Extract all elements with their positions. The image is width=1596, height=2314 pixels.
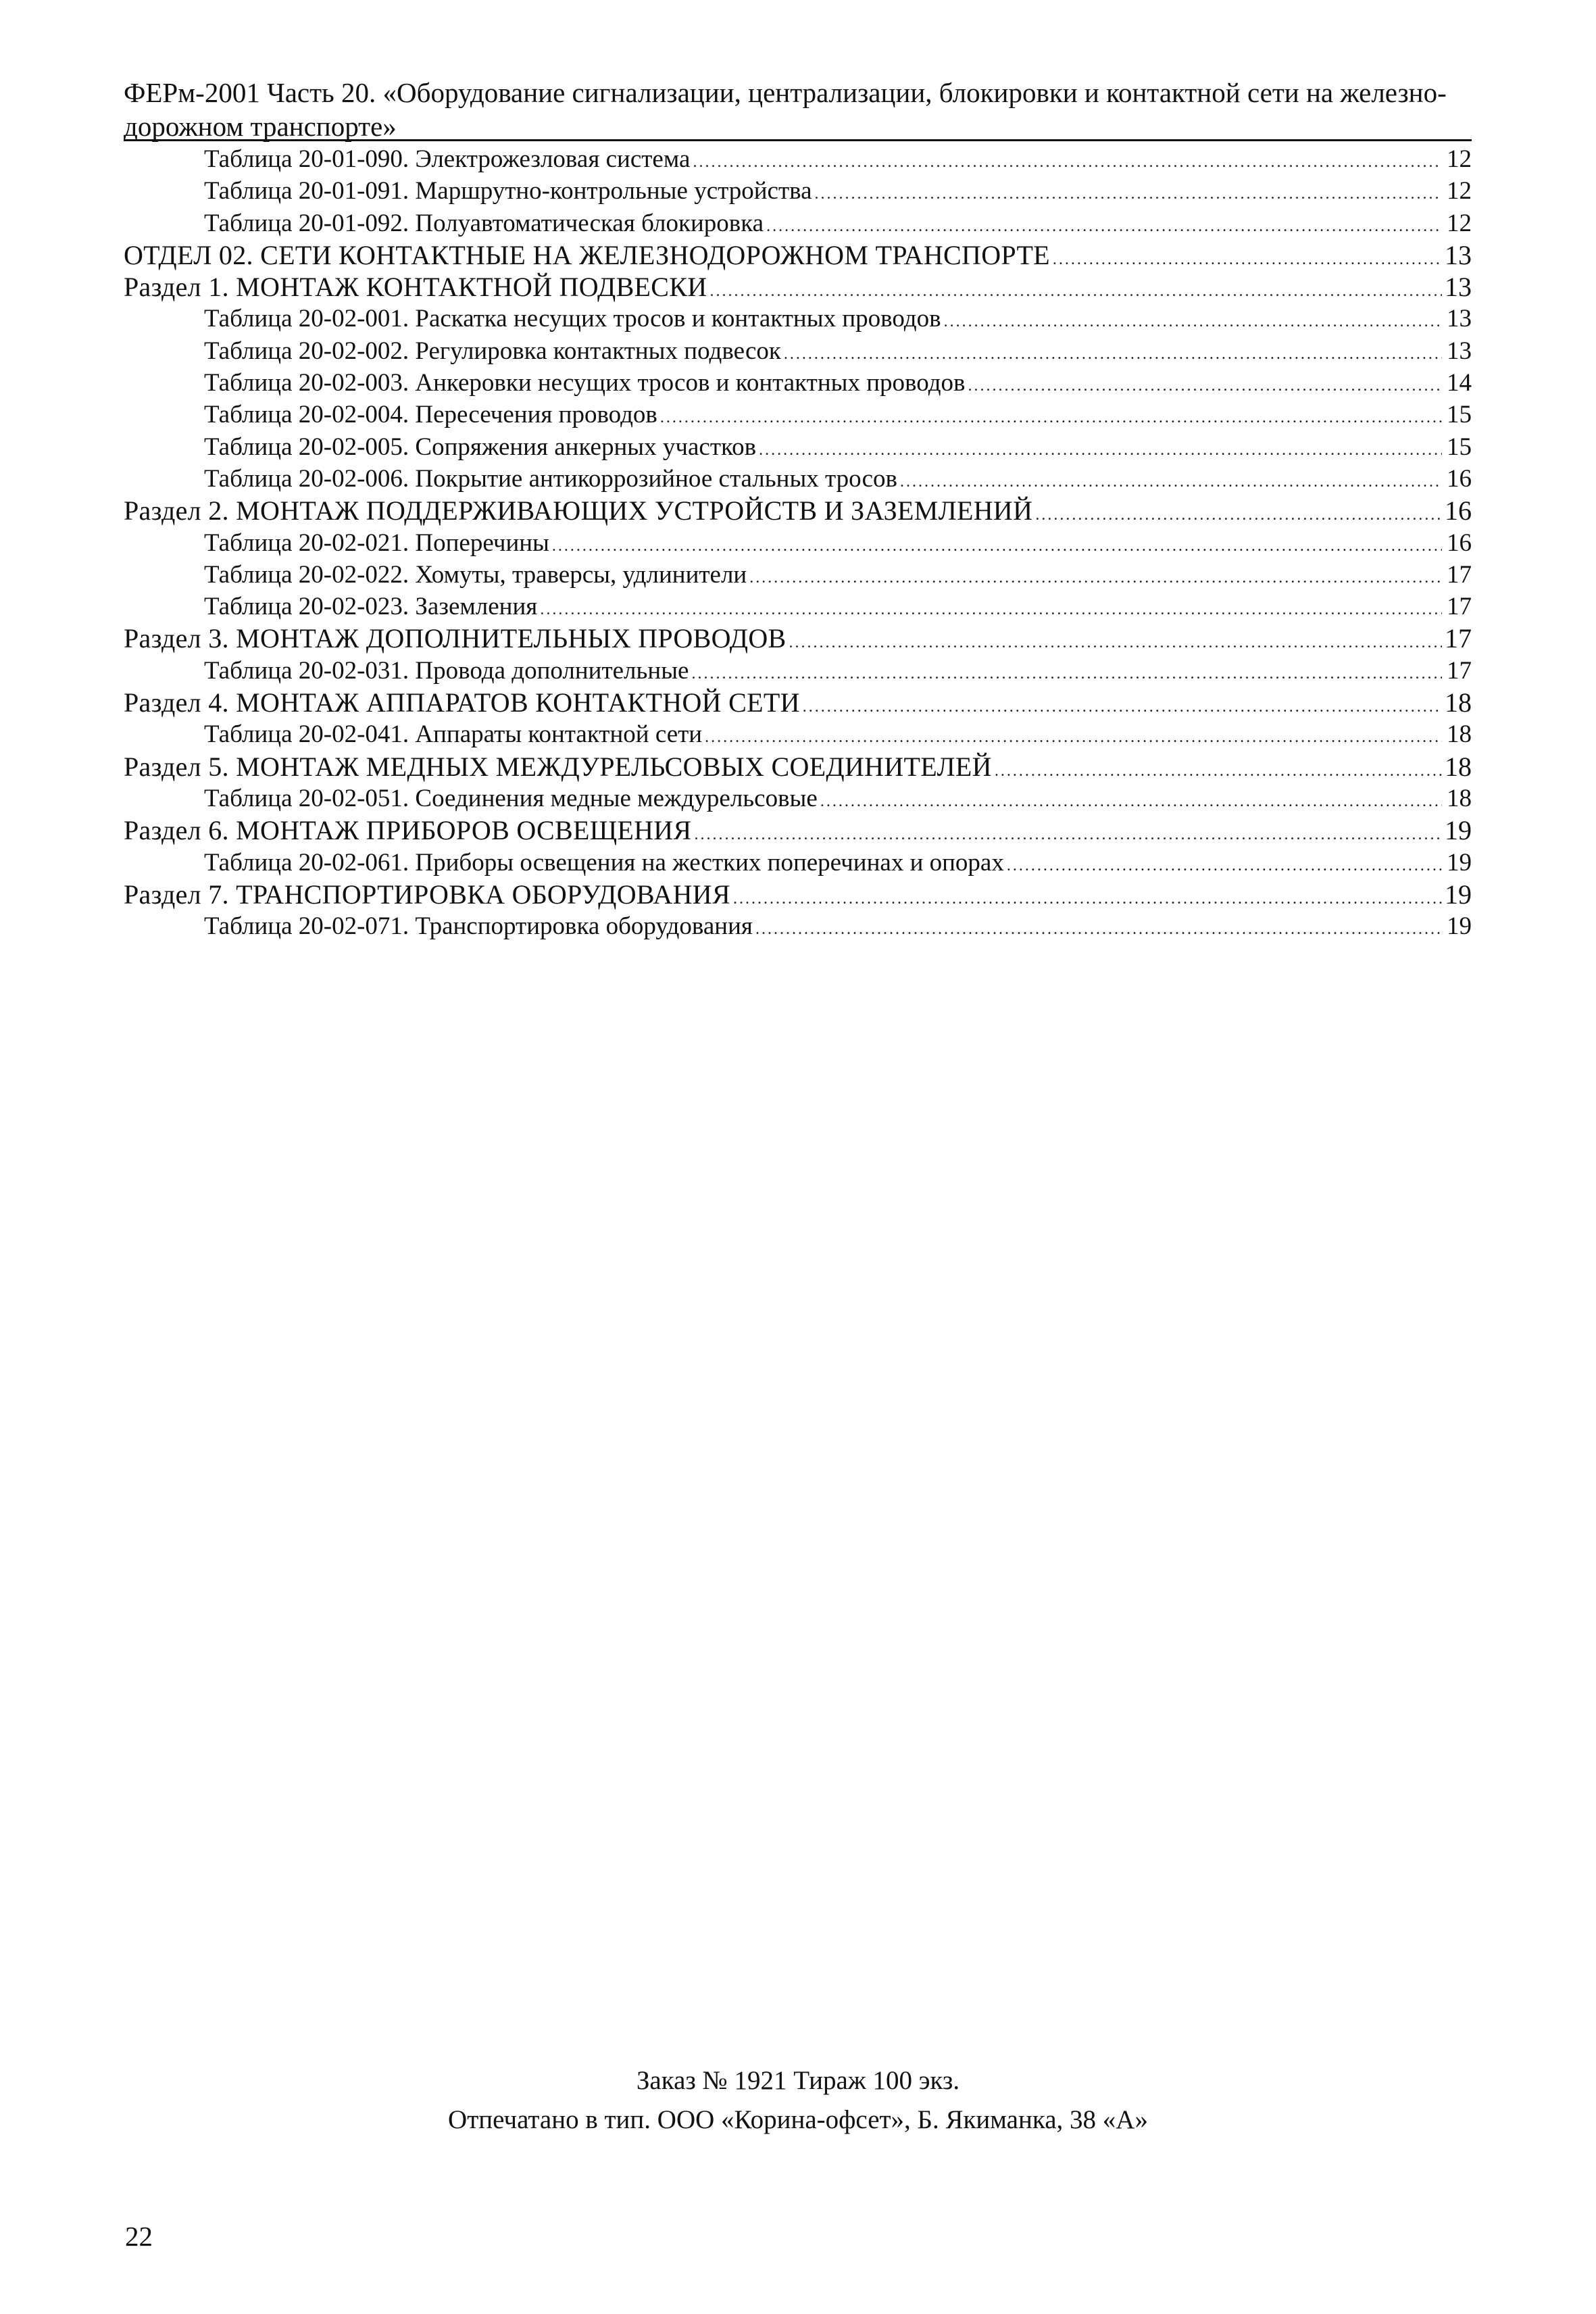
- dot-leader: [944, 306, 1442, 338]
- toc-entry-title: Таблица 20-02-061. Приборы освещения на жестких поперечинах и опорах: [204, 848, 1004, 877]
- toc-table-entry: [124, 335, 1472, 367]
- dot-leader: [766, 211, 1442, 243]
- toc-entry-title: Таблица 20-02-041. Аппараты контактной сети: [204, 720, 703, 749]
- dot-leader: [803, 691, 1442, 723]
- page-number: 22: [125, 2221, 153, 2252]
- toc-entry-page: 13: [1445, 239, 1472, 270]
- toc-entry-page: 12: [1447, 145, 1472, 173]
- toc-table-entry: [124, 783, 1472, 814]
- toc-entry-title: Таблица 20-02-004. Пересечения проводов: [204, 401, 657, 429]
- toc-entry-title: Раздел 2. МОНТАЖ ПОДДЕРЖИВАЮЩИХ УСТРОЙСТВ И ЗАЗЕМЛЕНИЙ: [124, 495, 1033, 526]
- toc-entry-page: 17: [1445, 623, 1472, 654]
- toc-entry-page: 15: [1447, 401, 1472, 429]
- toc-entry-title: Таблица 20-02-031. Провода дополнительные: [204, 656, 689, 685]
- dot-leader: [552, 531, 1442, 562]
- toc-entry-page: 17: [1447, 656, 1472, 685]
- toc-table-entry: [124, 655, 1472, 687]
- toc-entry-title: Таблица 20-02-071. Транспортировка оборудования: [204, 912, 753, 941]
- toc-section-entry: [124, 814, 1472, 846]
- toc-entry-title: Таблица 20-02-005. Сопряжения анкерных участков: [204, 433, 757, 461]
- toc-entry-title: Раздел 5. МОНТАЖ МЕДНЫХ МЕЖДУРЕЛЬСОВЫХ СОЕДИНИТЕЛЕЙ: [124, 751, 992, 782]
- dot-leader: [749, 562, 1442, 594]
- toc-entry-title: Раздел 3. МОНТАЖ ДОПОЛНИТЕЛЬНЫХ ПРОВОДОВ: [124, 623, 787, 654]
- toc-entry-title: Таблица 20-02-001. Раскатка несущих тросов и контактных проводов: [204, 305, 941, 333]
- toc-entry-page: 17: [1447, 593, 1472, 621]
- dot-leader: [693, 147, 1442, 178]
- toc-section-entry: [124, 751, 1472, 783]
- toc-entry-page: 16: [1447, 528, 1472, 557]
- toc-table-entry: [124, 559, 1472, 591]
- printer-line: Отпечатано в тип. ООО «Корина-офсет», Б. Якиманка, 38 «А»: [448, 2105, 1148, 2134]
- toc-entry-page: 16: [1447, 464, 1472, 493]
- toc-entry-title: Раздел 4. МОНТАЖ АППАРАТОВ КОНТАКТНОЙ СЕТИ: [124, 687, 800, 718]
- toc-entry-page: 18: [1445, 751, 1472, 782]
- dot-leader: [1053, 244, 1442, 276]
- toc-section-entry: [124, 687, 1472, 718]
- dot-leader: [540, 594, 1442, 626]
- toc-section-entry: [124, 879, 1472, 910]
- toc-table-entry: [124, 207, 1472, 239]
- dot-leader: [784, 339, 1442, 370]
- toc-entry-page: 13: [1447, 337, 1472, 365]
- toc-entry-title: Таблица 20-02-006. Покрытие антикоррозийное стальных тросов: [204, 464, 897, 493]
- dot-leader: [691, 658, 1442, 690]
- toc-entry-title: Таблица 20-02-051. Соединения медные междурельсовые: [204, 784, 818, 812]
- toc-section-entry: [124, 622, 1472, 654]
- dot-leader: [705, 722, 1442, 754]
- toc-entry-page: 12: [1447, 209, 1472, 237]
- toc-entry-page: 13: [1447, 305, 1472, 333]
- toc-entry-title: ОТДЕЛ 02. СЕТИ КОНТАКТНЫЕ НА ЖЕЛЕЗНОДОРОЖНОМ ТРАНСПОРТЕ: [124, 239, 1050, 270]
- toc-entry-title: Таблица 20-01-091. Маршрутно-контрольные устройства: [204, 177, 812, 205]
- dot-leader: [995, 756, 1442, 787]
- toc-entry-title: Раздел 6. МОНТАЖ ПРИБОРОВ ОСВЕЩЕНИЯ: [124, 815, 692, 846]
- toc-entry-title: Таблица 20-02-002. Регулировка контактных подвесок: [204, 337, 781, 365]
- toc-entry-title: Таблица 20-02-021. Поперечины: [204, 528, 549, 557]
- toc-entry-page: 19: [1445, 815, 1472, 846]
- toc-table-entry: [124, 463, 1472, 495]
- toc-table-entry: [124, 847, 1472, 879]
- toc-table-entry: [124, 399, 1472, 430]
- toc-entry-title: Раздел 7. ТРАНСПОРТИРОВКА ОБОРУДОВАНИЯ: [124, 879, 730, 910]
- table-of-contents: [124, 143, 1472, 942]
- toc-entry-title: Таблица 20-02-003. Анкеровки несущих тросов и контактных проводов: [204, 369, 966, 397]
- toc-table-entry: [124, 591, 1472, 622]
- toc-table-entry: [124, 367, 1472, 399]
- toc-entry-title: Таблица 20-02-023. Заземления: [204, 593, 538, 621]
- running-header: ФЕРм-2001 Часть 20. «Оборудование сигнализации, централизации, блокировки и контактной сети на железно-дорожном транспорте»: [124, 77, 1447, 142]
- dot-leader: [660, 402, 1442, 434]
- toc-entry-title: Таблица 20-01-092. Полуавтоматическая блокировка: [204, 209, 764, 237]
- toc-table-entry: [124, 175, 1472, 207]
- toc-entry-page: 12: [1447, 177, 1472, 205]
- toc-section-entry: [124, 495, 1472, 526]
- toc-entry-page: 13: [1445, 272, 1472, 303]
- toc-table-entry: [124, 910, 1472, 942]
- toc-entry-page: 18: [1447, 720, 1472, 749]
- toc-entry-page: 14: [1447, 369, 1472, 397]
- toc-entry-page: 17: [1447, 560, 1472, 589]
- header-divider: [124, 139, 1472, 141]
- toc-table-entry: [124, 303, 1472, 335]
- toc-entry-page: 18: [1445, 687, 1472, 718]
- dot-leader: [1007, 850, 1442, 882]
- toc-section-entry: [124, 271, 1472, 303]
- toc-entry-page: 18: [1447, 784, 1472, 812]
- toc-table-entry: [124, 143, 1472, 175]
- dot-leader: [1035, 499, 1442, 531]
- toc-entry-page: 15: [1447, 433, 1472, 461]
- toc-table-entry: [124, 527, 1472, 559]
- toc-entry-page: 19: [1447, 912, 1472, 941]
- dot-leader: [733, 883, 1442, 915]
- dot-leader: [900, 466, 1442, 498]
- imprint-block: [0, 2061, 1596, 2140]
- toc-table-entry: [124, 718, 1472, 750]
- dot-leader: [789, 627, 1442, 659]
- toc-section-entry: [124, 239, 1472, 271]
- order-line: Заказ № 1921 Тираж 100 экз.: [636, 2066, 960, 2095]
- dot-leader: [815, 178, 1442, 210]
- toc-entry-title: Таблица 20-01-090. Электрожезловая система: [204, 145, 691, 173]
- toc-table-entry: [124, 431, 1472, 463]
- toc-entry-page: 19: [1445, 879, 1472, 910]
- toc-entry-title: Таблица 20-02-022. Хомуты, траверсы, удлинители: [204, 560, 747, 589]
- toc-entry-title: Раздел 1. МОНТАЖ КОНТАКТНОЙ ПОДВЕСКИ: [124, 272, 707, 303]
- toc-entry-page: 16: [1445, 495, 1472, 526]
- dot-leader: [968, 370, 1443, 402]
- dot-leader: [820, 786, 1442, 818]
- toc-entry-page: 19: [1447, 848, 1472, 877]
- dot-leader: [759, 435, 1442, 466]
- dot-leader: [755, 914, 1442, 945]
